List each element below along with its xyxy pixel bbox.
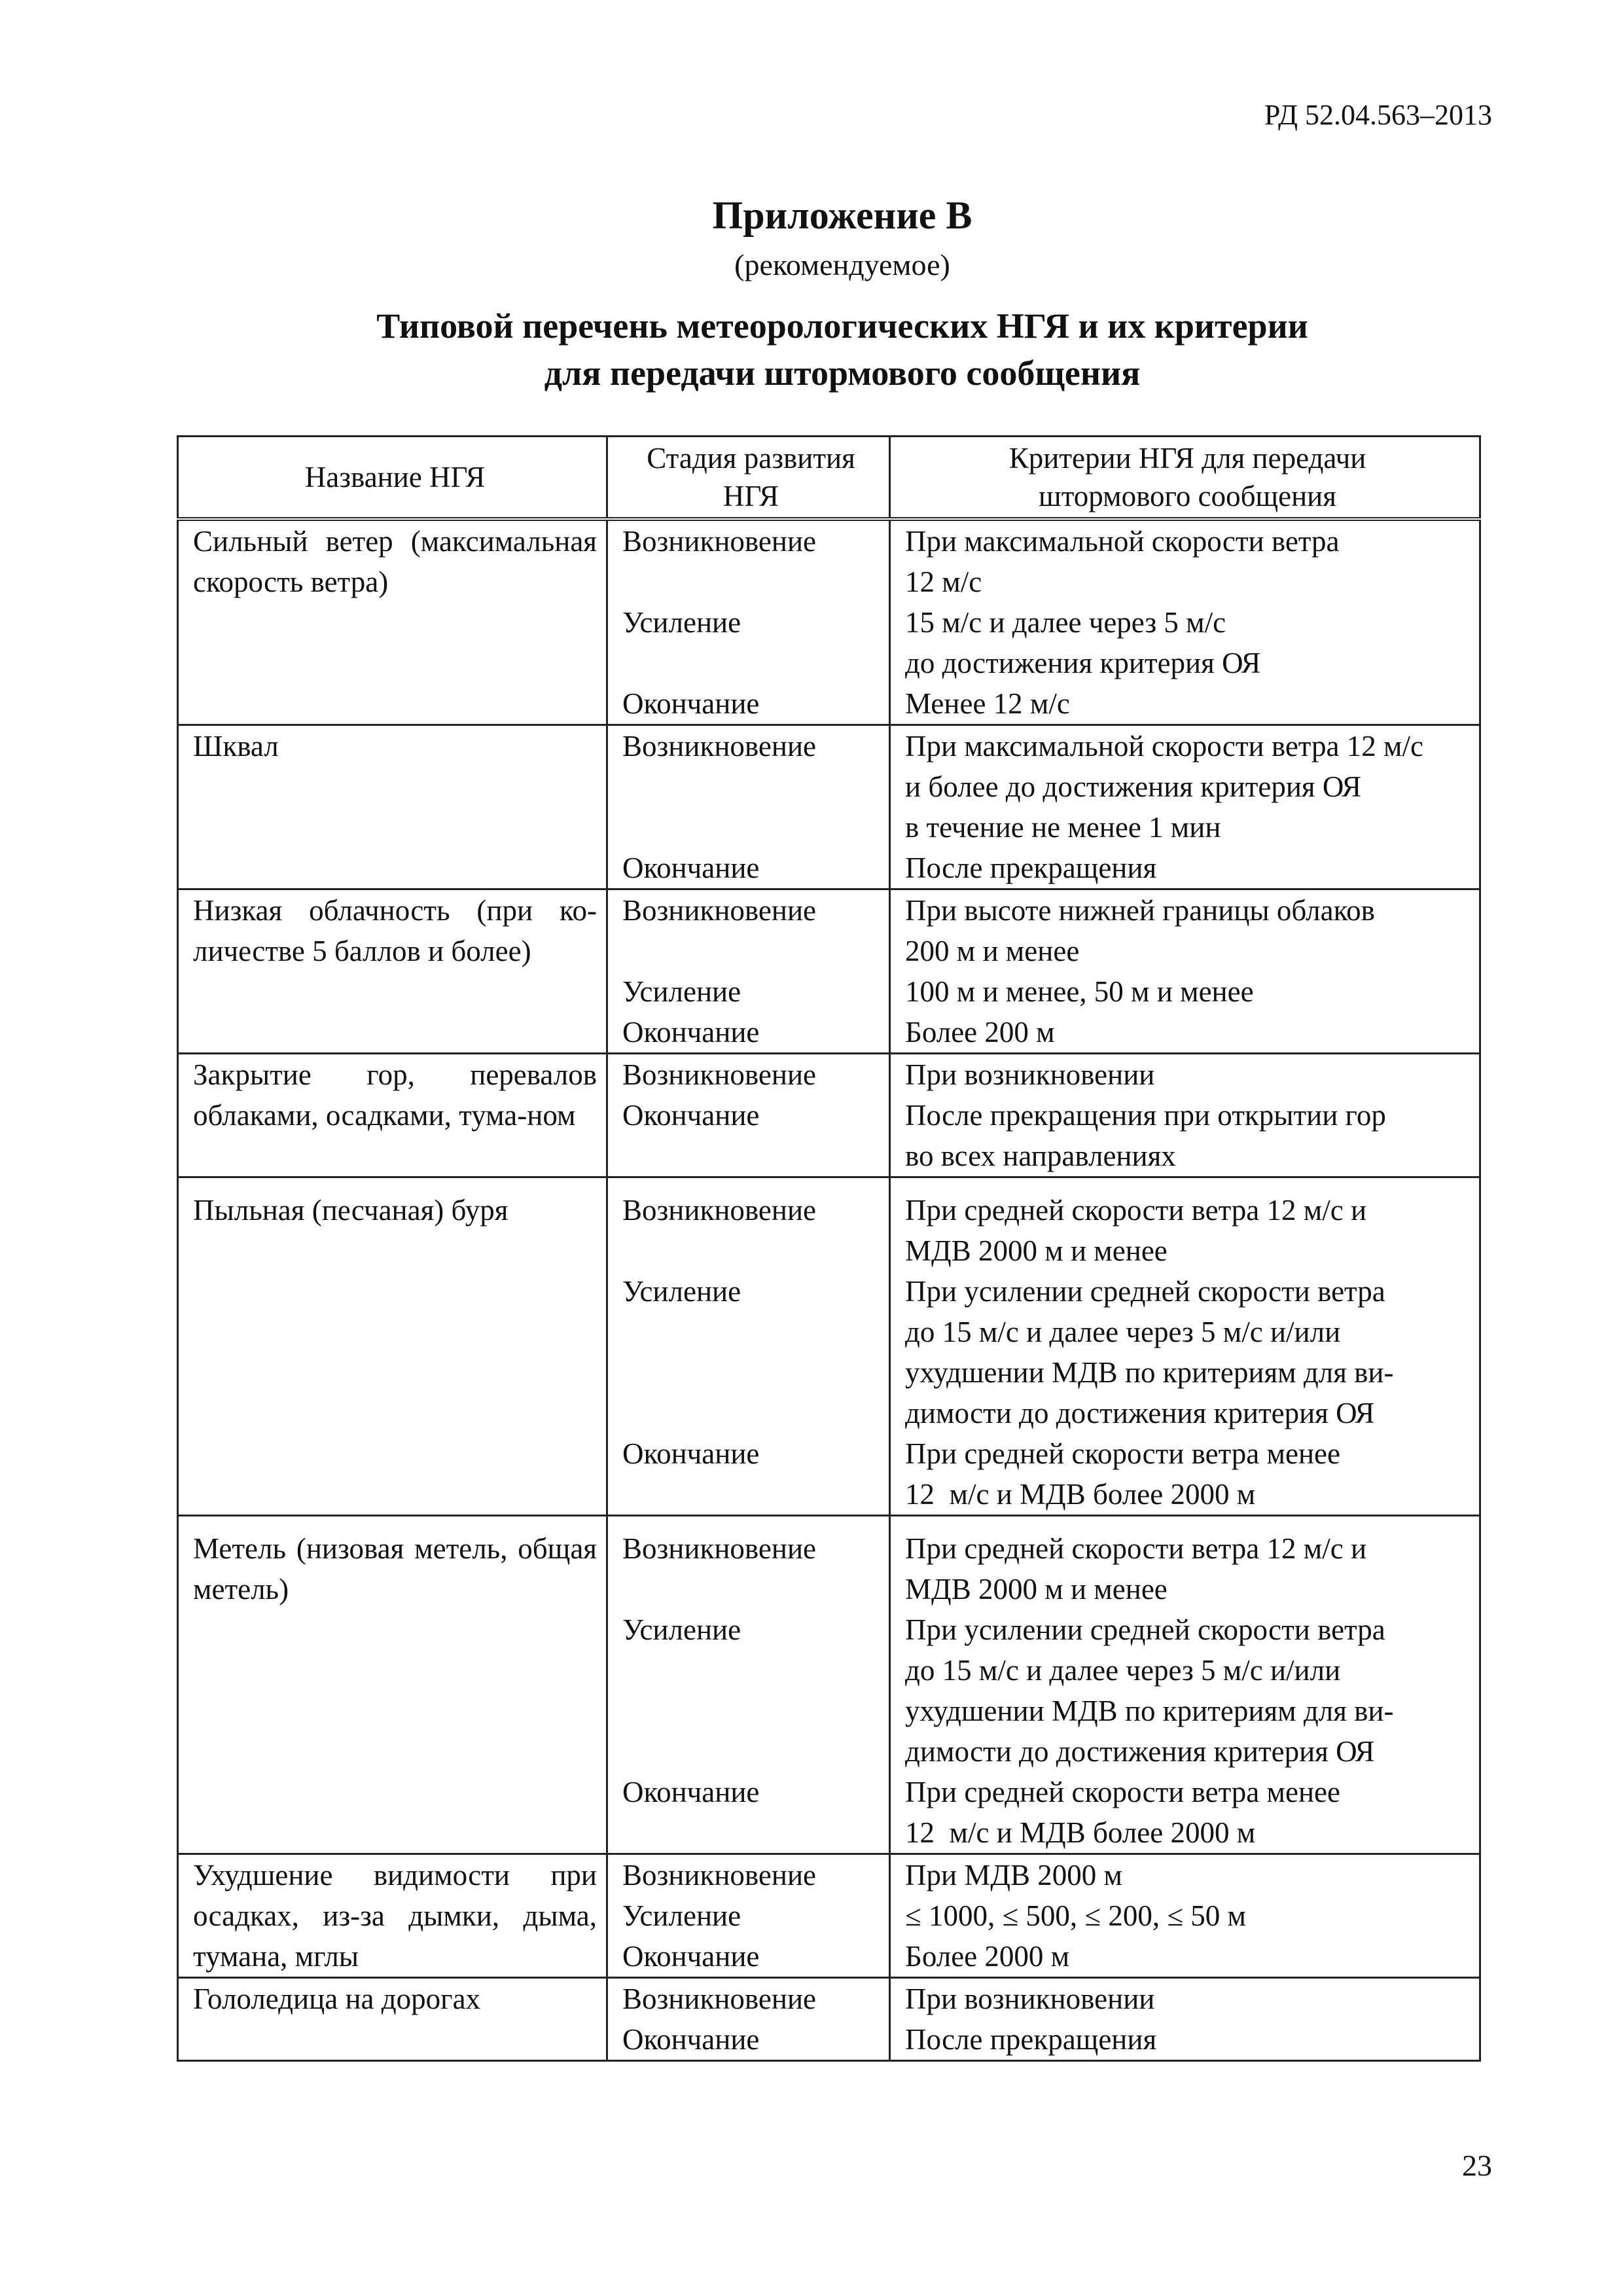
stage-label: Усиление — [622, 1613, 741, 1646]
hazard-name: Гололедица на дорогах — [193, 1982, 481, 2015]
column-header-name-label: Название НГЯ — [304, 461, 486, 493]
criteria-line: 15 м/с и далее через 5 м/с — [905, 606, 1226, 639]
stage-label — [622, 1352, 880, 1393]
stage-label — [622, 1136, 880, 1176]
stage-label: Возникновение — [622, 1982, 816, 2015]
table-row — [178, 1516, 1480, 1854]
criteria-line: МДВ 2000 м и менее — [905, 1573, 1168, 1605]
appendix-title: Приложение В — [712, 194, 972, 237]
stage-cell — [607, 889, 890, 1054]
stage-cell — [607, 725, 890, 889]
stage-label — [622, 1812, 880, 1853]
stage-label — [622, 562, 880, 602]
hazard-name-cell — [178, 1516, 607, 1854]
criteria-cell — [890, 1854, 1480, 1978]
stage-label: Усиление — [622, 1275, 741, 1308]
column-header-name — [178, 437, 607, 520]
criteria-line: до 15 м/с и далее через 5 м/с и/или — [905, 1654, 1341, 1687]
criteria-line: Менее 12 м/с — [905, 687, 1070, 720]
stage-label — [622, 807, 880, 848]
stage-label — [622, 766, 880, 807]
criteria-line: ухудшении МДВ по критериям для ви- — [905, 1695, 1394, 1727]
column-header-stage-line-2: НГЯ — [722, 480, 779, 512]
criteria-line: При МДВ 2000 м — [905, 1859, 1123, 1892]
criteria-line: При возникновении — [905, 1982, 1155, 2015]
table-body — [178, 519, 1480, 2061]
criteria-line: во всех направлениях — [905, 1139, 1176, 1172]
stage-cell — [607, 1054, 890, 1177]
hazard-name: Ухудшение видимости при осадках, из-за дымки, дыма, тумана, мглы — [193, 1859, 597, 1973]
stage-label: Окончание — [622, 1940, 760, 1973]
stage-label — [622, 1230, 880, 1271]
stage-label: Возникновение — [622, 1058, 816, 1091]
stage-label: Возникновение — [622, 894, 816, 927]
table-row — [178, 519, 1480, 725]
criteria-line: При возникновении — [905, 1058, 1155, 1091]
stage-label: Окончание — [622, 852, 760, 884]
stage-label: Окончание — [622, 1016, 760, 1049]
table-row — [178, 1978, 1480, 2061]
criteria-cell — [890, 889, 1480, 1054]
stage-label: Усиление — [622, 606, 741, 639]
hazard-name: Сильный ветер (максимальная скорость ветра) — [193, 525, 597, 598]
table-heading-line-2: для передачи штормового сообщения — [544, 353, 1141, 393]
criteria-line: 12 м/с и МДВ более 2000 м — [905, 1816, 1256, 1849]
stage-label: Возникновение — [622, 1532, 816, 1565]
criteria-line: При средней скорости ветра 12 м/с и — [905, 1532, 1367, 1565]
criteria-line: и более до достижения критерия ОЯ — [905, 770, 1362, 803]
table-row — [178, 889, 1480, 1054]
criteria-line: При максимальной скорости ветра — [905, 525, 1340, 558]
stage-label: Окончание — [622, 2023, 760, 2056]
stage-label — [622, 1731, 880, 1772]
criteria-line: в течение не менее 1 мин — [905, 811, 1221, 844]
criteria-line: При средней скорости ветра менее — [905, 1776, 1340, 1808]
criteria-line: до достижения критерия ОЯ — [905, 647, 1261, 679]
column-header-criteria-line-2: штормового сообщения — [1039, 480, 1336, 512]
stage-label: Окончание — [622, 1099, 760, 1132]
table-row — [178, 1854, 1480, 1978]
criteria-cell — [890, 1978, 1480, 2061]
hazard-name-cell — [178, 889, 607, 1054]
criteria-line: При усилении средней скорости ветра — [905, 1275, 1385, 1308]
document-code: РД 52.04.563–2013 — [1264, 99, 1492, 131]
page-number: 23 — [1462, 2149, 1492, 2182]
criteria-line: Более 2000 м — [905, 1940, 1070, 1973]
table-heading-line-1: Типовой перечень метеорологических НГЯ и их критерии — [376, 306, 1308, 346]
criteria-line: 12 м/с и МДВ более 2000 м — [905, 1478, 1256, 1511]
stage-label — [622, 1650, 880, 1691]
stage-label: Возникновение — [622, 1859, 816, 1892]
criteria-line: димости до достижения критерия ОЯ — [905, 1397, 1375, 1429]
column-header-stage — [607, 437, 890, 520]
criteria-line: 100 м и менее, 50 м и менее — [905, 975, 1254, 1008]
stage-label: Возникновение — [622, 730, 816, 762]
stage-label — [622, 1312, 880, 1352]
criteria-cell — [890, 725, 1480, 889]
criteria-cell — [890, 519, 1480, 725]
hazard-name-cell — [178, 1054, 607, 1177]
criteria-line: При усилении средней скорости ветра — [905, 1613, 1385, 1646]
stage-label: Возникновение — [622, 1194, 816, 1227]
criteria-line: до 15 м/с и далее через 5 м/с и/или — [905, 1316, 1341, 1348]
appendix-note: (рекомендуемое) — [734, 248, 950, 281]
hazards-criteria-table — [177, 435, 1481, 2062]
criteria-line: Более 200 м — [905, 1016, 1055, 1049]
hazard-name: Пыльная (песчаная) буря — [193, 1194, 508, 1227]
hazard-name-cell — [178, 1854, 607, 1978]
stage-cell — [607, 1516, 890, 1854]
hazard-name: Низкая облачность (при ко-личестве 5 баллов и более) — [193, 894, 597, 967]
column-header-stage-line-1: Стадия развития — [647, 442, 855, 475]
criteria-cell — [890, 1054, 1480, 1177]
table-row — [178, 725, 1480, 889]
table-header-row — [178, 437, 1480, 520]
table-row — [178, 1054, 1480, 1177]
stage-label: Возникновение — [622, 525, 816, 558]
criteria-cell — [890, 1516, 1480, 1854]
criteria-line: 200 м и менее — [905, 935, 1080, 967]
hazard-name-cell — [178, 1177, 607, 1516]
criteria-line: После прекращения — [905, 2023, 1157, 2056]
stage-cell — [607, 1978, 890, 2061]
stage-label — [622, 1474, 880, 1515]
criteria-line: При высоте нижней границы облаков — [905, 894, 1375, 927]
hazard-name-cell — [178, 725, 607, 889]
table-heading — [0, 302, 1623, 397]
stage-cell — [607, 1177, 890, 1516]
hazard-name-cell — [178, 519, 607, 725]
stage-label: Усиление — [622, 975, 741, 1008]
stage-label: Окончание — [622, 1776, 760, 1808]
criteria-line: ≤ 1000, ≤ 500, ≤ 200, ≤ 50 м — [905, 1899, 1247, 1932]
criteria-line: 12 м/с — [905, 565, 982, 598]
criteria-line: димости до достижения критерия ОЯ — [905, 1735, 1375, 1768]
stage-label — [622, 643, 880, 683]
stage-label: Окончание — [622, 1437, 760, 1470]
criteria-line: При средней скорости ветра 12 м/с и — [905, 1194, 1367, 1227]
stage-cell — [607, 519, 890, 725]
criteria-cell — [890, 1177, 1480, 1516]
criteria-line: МДВ 2000 м и менее — [905, 1234, 1168, 1267]
hazard-name: Закрытие гор, перевалов облаками, осадками, тума-ном — [193, 1058, 597, 1132]
hazard-name: Шквал — [193, 730, 279, 762]
stage-label — [622, 1393, 880, 1433]
hazard-name-cell — [178, 1978, 607, 2061]
stage-label — [622, 931, 880, 971]
criteria-line: После прекращения при открытии гор — [905, 1099, 1386, 1132]
column-header-criteria-line-1: Критерии НГЯ для передачи — [1008, 442, 1366, 475]
hazard-name: Метель (низовая метель, общая метель) — [193, 1532, 597, 1605]
criteria-line: При средней скорости ветра менее — [905, 1437, 1340, 1470]
criteria-line: При максимальной скорости ветра 12 м/с — [905, 730, 1423, 762]
stage-label — [622, 1569, 880, 1609]
column-header-criteria — [890, 437, 1480, 520]
stage-label: Усиление — [622, 1899, 741, 1932]
stage-label — [622, 1691, 880, 1731]
table-row — [178, 1177, 1480, 1516]
stage-cell — [607, 1854, 890, 1978]
stage-label: Окончание — [622, 687, 760, 720]
criteria-line: После прекращения — [905, 852, 1157, 884]
criteria-line: ухудшении МДВ по критериям для ви- — [905, 1356, 1394, 1389]
